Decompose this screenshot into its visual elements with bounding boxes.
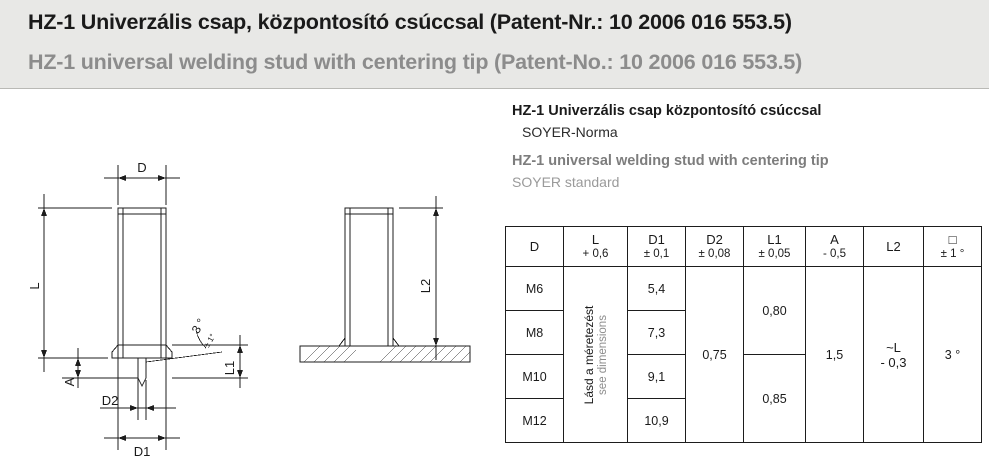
column-header-a-main: A xyxy=(830,232,839,247)
label-d: D xyxy=(137,160,147,175)
cell-d-m6: M6 xyxy=(506,267,564,311)
column-header-l1-sub: ± 0,05 xyxy=(758,248,791,260)
column-header-l-sub: + 0,6 xyxy=(582,248,609,260)
column-header-d1-main: D1 xyxy=(648,232,665,247)
caption-line-english-standard: SOYER standard xyxy=(512,174,620,190)
cell-l-note xyxy=(564,267,628,443)
label-a: A xyxy=(62,377,77,387)
label-l: L xyxy=(27,282,42,290)
table-header-row xyxy=(506,227,982,267)
cell-a-merged: 1,5 xyxy=(806,267,864,443)
cell-d-m12: M12 xyxy=(506,399,564,443)
drawing-svg xyxy=(0,90,500,456)
cell-l2-merged xyxy=(864,267,924,443)
page-title-english: HZ-1 universal welding stud with centering tip (Patent-No.: 10 2006 016 553.5) xyxy=(28,50,803,74)
label-d1: D1 xyxy=(133,444,151,456)
label-angle-tolerance: ± 1° xyxy=(202,332,218,350)
cell-l2-line2: - 0,3 xyxy=(880,354,907,370)
column-header-l2 xyxy=(864,227,924,267)
cell-d-m10: M10 xyxy=(506,355,564,399)
page-header xyxy=(0,0,989,89)
label-l1: L1 xyxy=(222,360,237,376)
cell-d1-m8: 7,3 xyxy=(628,311,686,355)
column-header-angle-sub: ± 1 ° xyxy=(940,248,965,260)
cell-l1-top: 0,80 xyxy=(744,267,806,355)
column-header-d1 xyxy=(628,227,686,267)
column-header-d-main: D xyxy=(529,239,540,254)
cell-d1-m6: 5,4 xyxy=(628,267,686,311)
cell-l-note-hungarian: Lásd a méretezést xyxy=(581,305,596,404)
column-header-d2-main: D2 xyxy=(706,232,723,247)
column-header-a-sub: - 0,5 xyxy=(822,248,846,260)
label-d2: D2 xyxy=(101,393,119,408)
caption-block xyxy=(512,103,982,190)
table-row xyxy=(506,267,982,311)
column-header-angle xyxy=(924,227,982,267)
column-header-l1-main: L1 xyxy=(767,232,782,247)
cell-l2-line1: ~L xyxy=(886,339,901,355)
column-header-d2-sub: ± 0,08 xyxy=(698,248,731,260)
column-header-l1 xyxy=(744,227,806,267)
cell-d1-m12: 10,9 xyxy=(628,399,686,443)
column-header-d1-sub: ± 0,1 xyxy=(643,248,670,260)
column-header-l xyxy=(564,227,628,267)
label-angle: 3 ° xyxy=(188,316,209,336)
caption-line-hungarian-title: HZ-1 Univerzális csap központosító csúccsal xyxy=(512,103,822,119)
cell-l1-bottom: 0,85 xyxy=(744,355,806,443)
specification-table xyxy=(505,226,982,443)
column-header-l2-main: L2 xyxy=(886,239,901,254)
caption-line-hungarian-standard: SOYER-Norma xyxy=(522,124,618,140)
column-header-l-main: L xyxy=(591,232,600,247)
column-header-angle-main: □ xyxy=(948,232,957,247)
cell-d-m8: M8 xyxy=(506,311,564,355)
cell-l-note-english: see dimensions xyxy=(596,314,609,395)
cell-d2-merged: 0,75 xyxy=(686,267,744,443)
cell-d1-m10: 9,1 xyxy=(628,355,686,399)
caption-line-english-title: HZ-1 universal welding stud with centering tip xyxy=(512,153,829,169)
column-header-d xyxy=(506,227,564,267)
column-header-a xyxy=(806,227,864,267)
technical-drawing xyxy=(0,90,500,456)
cell-angle-merged: 3 ° xyxy=(924,267,982,443)
label-l2: L2 xyxy=(418,278,433,294)
column-header-d2 xyxy=(686,227,744,267)
page-title-hungarian: HZ-1 Univerzális csap, központosító csúccsal (Patent-Nr.: 10 2006 016 553.5) xyxy=(28,10,792,34)
